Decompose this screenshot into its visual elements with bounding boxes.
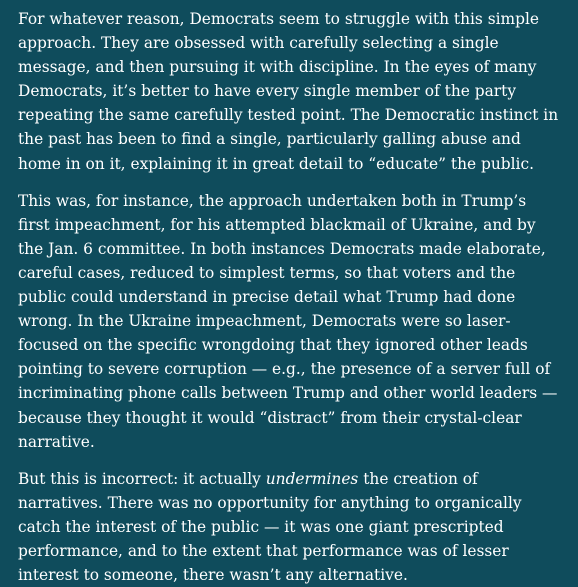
paragraph-2: This was, for instance, the approach undertaken both in Trump’s first impeachment, for his attempted blackmail of Ukraine, and by the Jan. 6 committee. In both instances Democrats made elaborate, careful cases, reduced to simplest terms, so that voters and the public could understand in precise detail what Trump had done wrong. In the Ukraine impeachment, Democrats were so laser-focused on the specific wrongdoing that they ignored other leads pointing to severe corruption — e.g., the presence of a server full of incriminating phone calls between Trump and other world leaders — because they thought it would “distract” from their crystal-clear narrative. — [18, 191, 558, 451]
paragraph-1: For whatever reason, Democrats seem to struggle with this simple approach. They are obsessed with carefully selecting a single message, and then pursuing it with discipline. In the eyes of many Democrats, it’s better to have every single member of the party repeating the same carefully tested point. The Democratic instinct in the past has been to find a single, particularly galling abuse and home in on it, explaining it in great detail to “educate” the public. — [18, 10, 559, 173]
paragraph-3-text-after: the creation of narratives. There was no opportunity for anything to organically catch the interest of the public — it was one giant prescripted performance, and to the extent that performance was of lesser interest to someone, there wasn’t any alternative. — [18, 469, 522, 585]
paragraph-3-emphasis: undermines — [265, 469, 359, 488]
paragraph-3 — [18, 467, 560, 587]
paragraph-3-text-before: But this is incorrect: it actually — [18, 469, 266, 488]
